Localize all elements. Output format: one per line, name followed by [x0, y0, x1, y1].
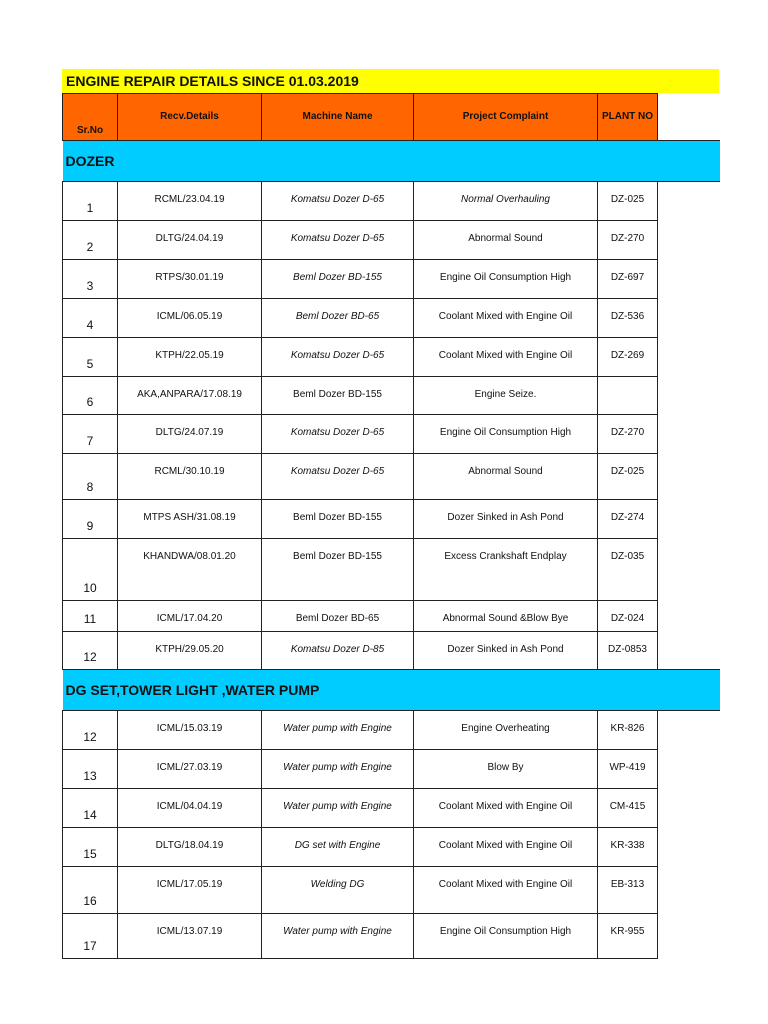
cell-plant-no: CM-415 — [598, 789, 658, 828]
cell-machine-name: Beml Dozer BD-155 — [262, 260, 414, 299]
header-project-complaint: Project Complaint — [414, 94, 598, 141]
table-row — [63, 750, 720, 789]
table-row — [63, 601, 720, 632]
cell-plant-no: DZ-536 — [598, 299, 658, 338]
cell-sr-no: 2 — [63, 221, 118, 260]
cell-plant-no — [598, 377, 658, 415]
cell-sr-no: 8 — [63, 454, 118, 500]
table-row — [63, 828, 720, 867]
cell-recv-details: ICML/17.04.20 — [118, 601, 262, 632]
cell-sr-no: 12 — [63, 632, 118, 670]
cell-sr-no: 12 — [63, 711, 118, 750]
cell-plant-no: KR-338 — [598, 828, 658, 867]
cell-machine-name: DG set with Engine — [262, 828, 414, 867]
cell-recv-details: KHANDWA/08.01.20 — [118, 539, 262, 601]
cell-recv-details: RTPS/30.01.19 — [118, 260, 262, 299]
header-row — [63, 94, 720, 141]
cell-sr-no: 17 — [63, 914, 118, 959]
cell-machine-name: Welding DG — [262, 867, 414, 914]
cell-empty — [658, 454, 720, 500]
cell-project-complaint: Abnormal Sound — [414, 454, 598, 500]
repair-table — [62, 93, 720, 959]
cell-recv-details: ICML/06.05.19 — [118, 299, 262, 338]
cell-machine-name: Komatsu Dozer D-65 — [262, 415, 414, 454]
table-body — [63, 141, 720, 959]
cell-recv-details: KTPH/29.05.20 — [118, 632, 262, 670]
section-header — [63, 670, 720, 711]
cell-sr-no: 15 — [63, 828, 118, 867]
cell-project-complaint: Coolant Mixed with Engine Oil — [414, 338, 598, 377]
cell-plant-no: DZ-270 — [598, 221, 658, 260]
header-machine-name: Machine Name — [262, 94, 414, 141]
table-row — [63, 338, 720, 377]
table-row — [63, 867, 720, 914]
cell-machine-name: Water pump with Engine — [262, 711, 414, 750]
cell-empty — [658, 828, 720, 867]
table-row — [63, 711, 720, 750]
cell-plant-no: DZ-269 — [598, 338, 658, 377]
cell-sr-no: 14 — [63, 789, 118, 828]
table-row — [63, 415, 720, 454]
cell-sr-no: 5 — [63, 338, 118, 377]
sheet-title: ENGINE REPAIR DETAILS SINCE 01.03.2019 — [62, 69, 719, 93]
cell-empty — [658, 632, 720, 670]
cell-recv-details: DLTG/18.04.19 — [118, 828, 262, 867]
cell-machine-name: Komatsu Dozer D-85 — [262, 632, 414, 670]
cell-machine-name: Beml Dozer BD-155 — [262, 500, 414, 539]
header-recv-details: Recv.Details — [118, 94, 262, 141]
cell-recv-details: KTPH/22.05.19 — [118, 338, 262, 377]
cell-recv-details: RCML/23.04.19 — [118, 182, 262, 221]
cell-machine-name: Beml Dozer BD-155 — [262, 377, 414, 415]
cell-project-complaint: Engine Seize. — [414, 377, 598, 415]
cell-recv-details: ICML/27.03.19 — [118, 750, 262, 789]
cell-project-complaint: Normal Overhauling — [414, 182, 598, 221]
cell-sr-no: 9 — [63, 500, 118, 539]
cell-plant-no: DZ-697 — [598, 260, 658, 299]
cell-plant-no: DZ-024 — [598, 601, 658, 632]
table-row — [63, 377, 720, 415]
table-row — [63, 454, 720, 500]
cell-empty — [658, 221, 720, 260]
cell-sr-no: 10 — [63, 539, 118, 601]
table-row — [63, 539, 720, 601]
cell-machine-name: Komatsu Dozer D-65 — [262, 221, 414, 260]
header-sr-no: Sr.No — [63, 94, 118, 141]
cell-plant-no: DZ-270 — [598, 415, 658, 454]
cell-recv-details: ICML/13.07.19 — [118, 914, 262, 959]
cell-plant-no: WP-419 — [598, 750, 658, 789]
table-row — [63, 500, 720, 539]
cell-machine-name: Beml Dozer BD-155 — [262, 539, 414, 601]
cell-plant-no: DZ-035 — [598, 539, 658, 601]
cell-machine-name: Water pump with Engine — [262, 914, 414, 959]
cell-project-complaint: Excess Crankshaft Endplay — [414, 539, 598, 601]
cell-project-complaint: Coolant Mixed with Engine Oil — [414, 867, 598, 914]
cell-sr-no: 16 — [63, 867, 118, 914]
cell-machine-name: Komatsu Dozer D-65 — [262, 454, 414, 500]
cell-project-complaint: Coolant Mixed with Engine Oil — [414, 828, 598, 867]
cell-recv-details: ICML/04.04.19 — [118, 789, 262, 828]
cell-empty — [658, 750, 720, 789]
cell-empty — [658, 415, 720, 454]
cell-sr-no: 11 — [63, 601, 118, 632]
cell-empty — [658, 182, 720, 221]
cell-empty — [658, 260, 720, 299]
cell-sr-no: 1 — [63, 182, 118, 221]
cell-recv-details: DLTG/24.07.19 — [118, 415, 262, 454]
section-title: DOZER — [63, 141, 720, 182]
cell-recv-details: MTPS ASH/31.08.19 — [118, 500, 262, 539]
table-row — [63, 632, 720, 670]
cell-empty — [658, 867, 720, 914]
cell-project-complaint: Engine Overheating — [414, 711, 598, 750]
table-row — [63, 789, 720, 828]
table-row — [63, 221, 720, 260]
cell-machine-name: Water pump with Engine — [262, 789, 414, 828]
cell-recv-details: ICML/15.03.19 — [118, 711, 262, 750]
cell-recv-details: ICML/17.05.19 — [118, 867, 262, 914]
cell-plant-no: KR-955 — [598, 914, 658, 959]
section-title: DG SET,TOWER LIGHT ,WATER PUMP — [63, 670, 720, 711]
cell-project-complaint: Engine Oil Consumption High — [414, 415, 598, 454]
cell-empty — [658, 711, 720, 750]
cell-sr-no: 3 — [63, 260, 118, 299]
cell-empty — [658, 338, 720, 377]
cell-empty — [658, 377, 720, 415]
cell-machine-name: Komatsu Dozer D-65 — [262, 338, 414, 377]
cell-empty — [658, 539, 720, 601]
cell-sr-no: 4 — [63, 299, 118, 338]
cell-plant-no: EB-313 — [598, 867, 658, 914]
cell-project-complaint: Abnormal Sound &Blow Bye — [414, 601, 598, 632]
cell-plant-no: DZ-025 — [598, 182, 658, 221]
cell-machine-name: Komatsu Dozer D-65 — [262, 182, 414, 221]
table-row — [63, 299, 720, 338]
table-row — [63, 182, 720, 221]
cell-machine-name: Beml Dozer BD-65 — [262, 299, 414, 338]
cell-sr-no: 7 — [63, 415, 118, 454]
cell-empty — [658, 914, 720, 959]
cell-project-complaint: Dozer Sinked in Ash Pond — [414, 632, 598, 670]
header-plant-no: PLANT NO — [598, 94, 658, 141]
cell-sr-no: 6 — [63, 377, 118, 415]
cell-recv-details: DLTG/24.04.19 — [118, 221, 262, 260]
cell-plant-no: DZ-274 — [598, 500, 658, 539]
cell-recv-details: AKA,ANPARA/17.08.19 — [118, 377, 262, 415]
cell-project-complaint: Blow By — [414, 750, 598, 789]
cell-project-complaint: Dozer Sinked in Ash Pond — [414, 500, 598, 539]
header-empty — [658, 94, 720, 141]
cell-project-complaint: Coolant Mixed with Engine Oil — [414, 789, 598, 828]
cell-plant-no: KR-826 — [598, 711, 658, 750]
cell-project-complaint: Engine Oil Consumption High — [414, 914, 598, 959]
section-header — [63, 141, 720, 182]
table-row — [63, 914, 720, 959]
cell-plant-no: DZ-0853 — [598, 632, 658, 670]
cell-project-complaint: Abnormal Sound — [414, 221, 598, 260]
table-row — [63, 260, 720, 299]
cell-empty — [658, 601, 720, 632]
cell-recv-details: RCML/30.10.19 — [118, 454, 262, 500]
cell-project-complaint: Coolant Mixed with Engine Oil — [414, 299, 598, 338]
cell-plant-no: DZ-025 — [598, 454, 658, 500]
cell-empty — [658, 789, 720, 828]
cell-empty — [658, 299, 720, 338]
cell-machine-name: Water pump with Engine — [262, 750, 414, 789]
cell-machine-name: Beml Dozer BD-65 — [262, 601, 414, 632]
cell-project-complaint: Engine Oil Consumption High — [414, 260, 598, 299]
cell-empty — [658, 500, 720, 539]
cell-sr-no: 13 — [63, 750, 118, 789]
